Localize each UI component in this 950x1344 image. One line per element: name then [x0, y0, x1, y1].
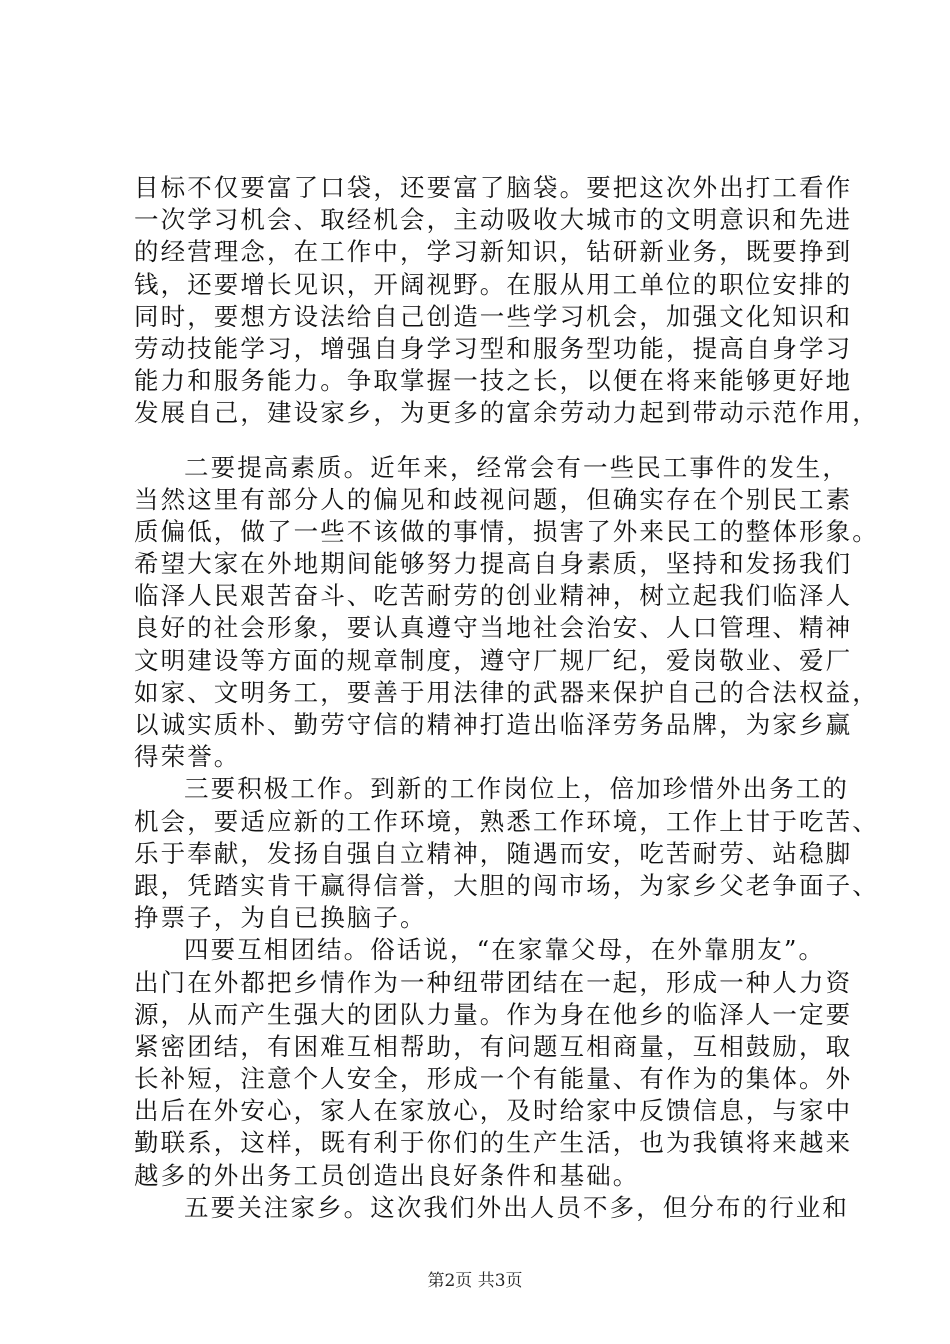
text-line: 越多的外出务工员创造出良好条件和基础。: [134, 1160, 640, 1190]
text-line: 四要互相团结。俗话说，“在家靠父母，在外靠朋友”。: [184, 935, 826, 965]
text-line: 出门在外都把乡情作为一种纽带团结在一起，形成一种人力资: [134, 967, 853, 997]
text-line: 发展自己，建设家乡，为更多的富余劳动力起到带动示范作用，: [134, 398, 879, 428]
text-line: 一次学习机会、取经机会，主动吸收大城市的文明意识和先进: [134, 205, 853, 235]
text-line: 乐于奉献，发扬自强自立精神，随遇而安，吃苦耐劳、站稳脚: [134, 838, 853, 868]
text-line: 目标不仅要富了口袋，还要富了脑袋。要把这次外出打工看作: [134, 173, 853, 202]
text-line: 良好的社会形象，要认真遵守当地社会治安、人口管理、精神: [134, 613, 853, 643]
text-line: 机会，要适应新的工作环境，熟悉工作环境，工作上甘于吃苦、: [134, 806, 879, 836]
text-line: 能力和服务能力。争取掌握一技之长，以便在将来能够更好地: [134, 366, 853, 396]
text-line: 二要提高素质。近年来，经常会有一些民工事件的发生，: [184, 452, 849, 482]
text-line: 临泽人民艰苦奋斗、吃苦耐劳的创业精神，树立起我们临泽人: [134, 581, 853, 611]
text-line: 紧密团结，有困难互相帮助，有问题互相商量，互相鼓励，取: [134, 1031, 853, 1061]
paragraph: [134, 773, 879, 934]
text-line: 出后在外安心，家人在家放心，及时给家中反馈信息，与家中: [134, 1096, 853, 1126]
paragraph: [134, 1192, 849, 1224]
text-line: 三要积极工作。到新的工作岗位上，倍加珍惜外出务工的: [184, 774, 849, 804]
text-line: 以诚实质朴、勤劳守信的精神打造出临泽劳务品牌，为家乡赢: [134, 710, 853, 739]
paragraph: [134, 934, 853, 1192]
text-line: 质偏低，做了一些不该做的事情，损害了外来民工的整体形象。: [134, 516, 879, 546]
text-line: 当然这里有部分人的偏见和歧视问题，但确实存在个别民工素: [134, 484, 853, 514]
text-line: 源，从而产生强大的团队力量。作为身在他乡的临泽人一定要: [134, 999, 853, 1029]
paragraph: [134, 172, 879, 430]
text-line: 希望大家在外地期间能够努力提高自身素质，坚持和发扬我们: [134, 549, 853, 579]
text-line: 跟，凭踏实肯干赢得信誉，大胆的闯市场，为家乡父老争面子、: [134, 870, 879, 900]
paragraph: [134, 452, 879, 774]
paragraph-gap: [134, 430, 830, 452]
text-line: 的经营理念，在工作中，学习新知识，钻研新业务，既要挣到: [134, 237, 853, 267]
text-line: 如家、文明务工，要善于用法律的武器来保护自己的合法权益，: [134, 677, 879, 707]
text-line: 得荣誉。: [134, 742, 241, 772]
text-line: 挣票子，为自已换脑子。: [134, 903, 427, 933]
text-line: 文明建设等方面的规章制度，遵守厂规厂纪，爱岗敬业、爱厂: [134, 645, 853, 675]
text-line: 同时，要想方设法给自己创造一些学习机会，加强文化知识和: [134, 301, 853, 331]
text-line: 五要关注家乡。这次我们外出人员不多，但分布的行业和: [184, 1192, 849, 1222]
document-body: [134, 172, 879, 1224]
text-line: 长补短，注意个人安全，形成一个有能量、有作为的集体。外: [134, 1064, 853, 1094]
text-line: 勤联系，这样，既有利于你们的生产生活，也为我镇将来越来: [134, 1128, 853, 1158]
text-line: 劳动技能学习，增强自身学习型和服务型功能，提高自身学习: [134, 333, 853, 363]
page-footer: 第2页 共3页: [427, 1271, 523, 1291]
text-line: 钱，还要增长见识，开阔视野。在服从用工单位的职位安排的: [134, 269, 853, 299]
